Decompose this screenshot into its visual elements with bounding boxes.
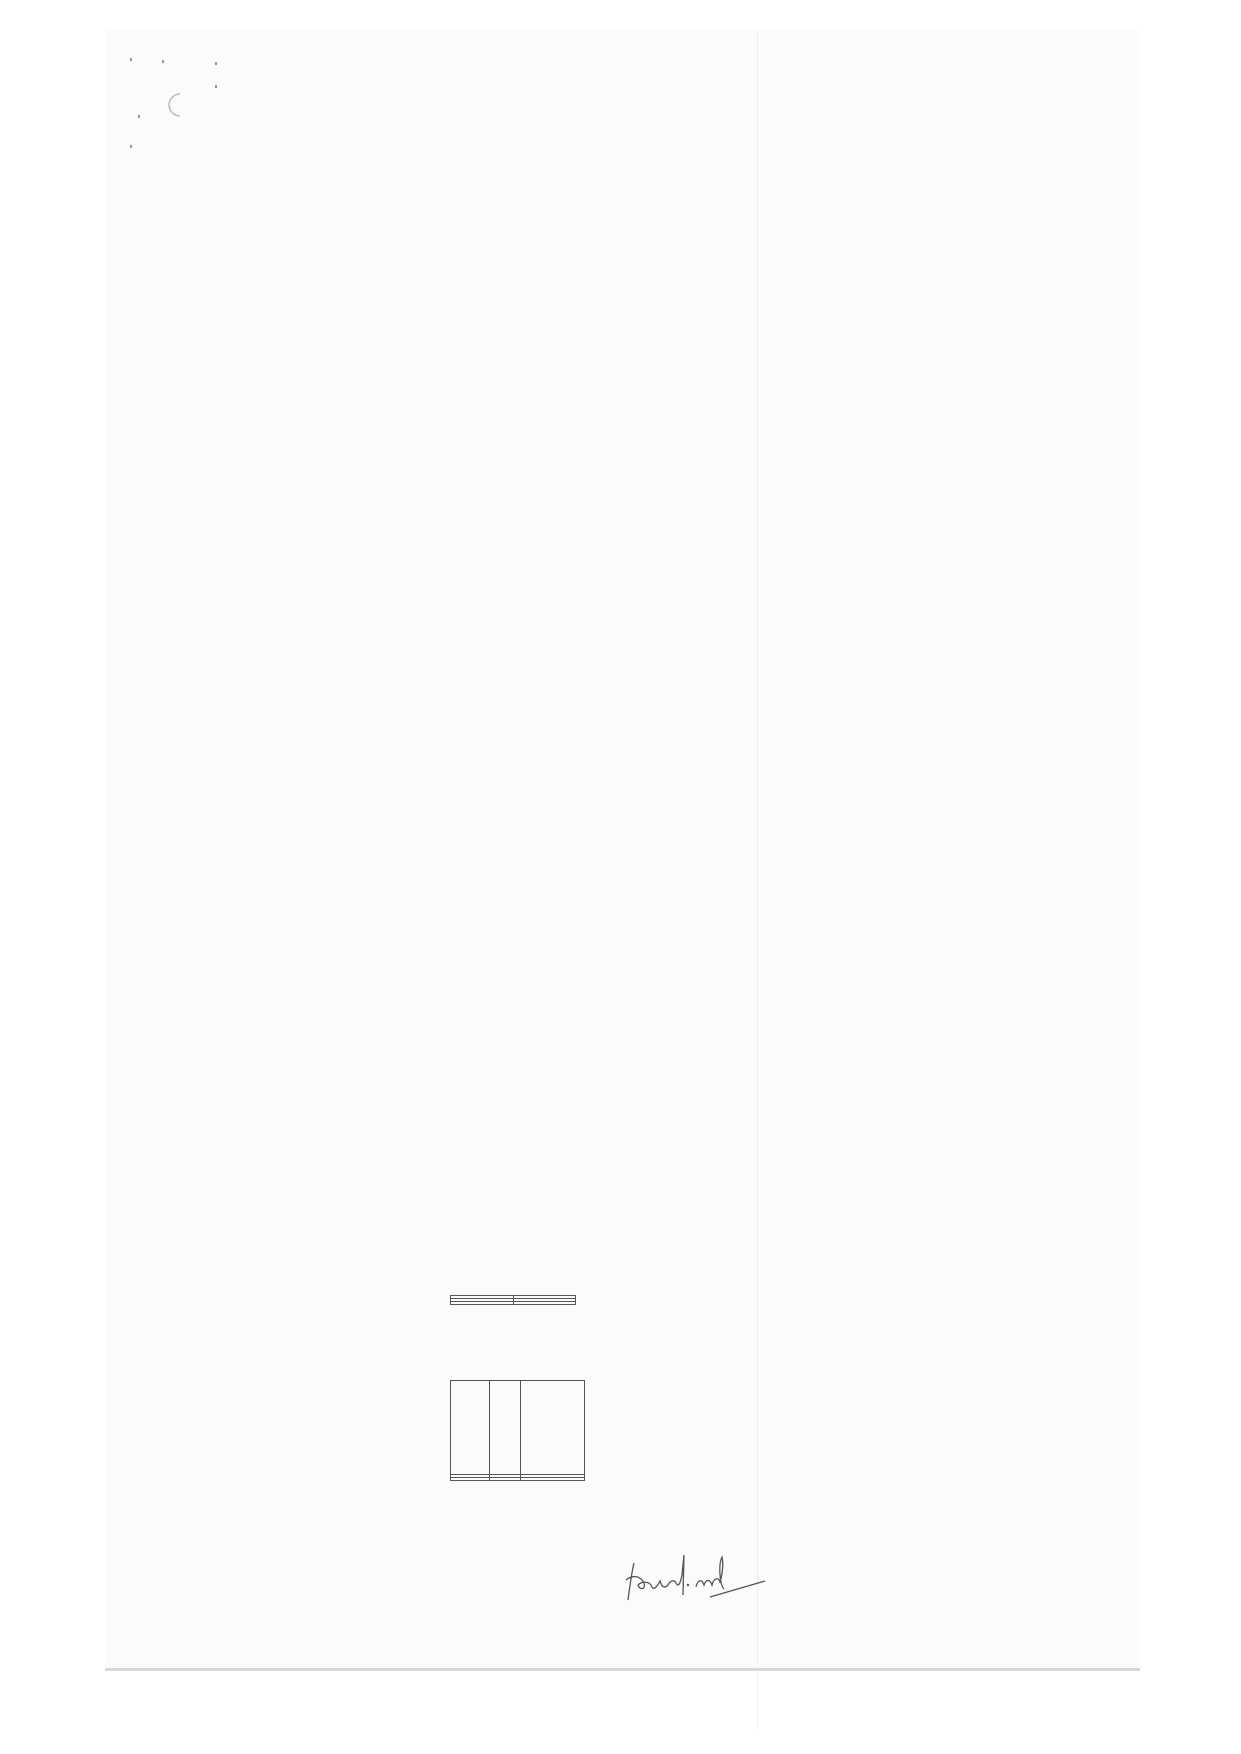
chest-normal (490, 1478, 521, 1481)
scan-speck (162, 60, 164, 63)
signature (620, 1545, 800, 1615)
height-standard-table (450, 1295, 576, 1305)
scan-speck (215, 85, 217, 88)
punch-hole-mark (158, 90, 188, 120)
chest-expanded (521, 1478, 585, 1481)
chest-table-row (451, 1478, 585, 1481)
scan-speck (215, 62, 217, 65)
scan-speck (138, 115, 140, 118)
chest-standard-table (450, 1380, 585, 1481)
height-value (513, 1302, 576, 1305)
height-table-row (451, 1302, 576, 1305)
scan-speck (130, 58, 132, 61)
document-page (105, 30, 1140, 1670)
height-category (451, 1302, 514, 1305)
chest-table-header (451, 1381, 585, 1475)
chest-category (451, 1478, 490, 1481)
scan-speck (130, 145, 132, 148)
page-edge (105, 1668, 1140, 1670)
chest-header-expanded (525, 1385, 563, 1473)
scan-fold-line (757, 30, 758, 1730)
